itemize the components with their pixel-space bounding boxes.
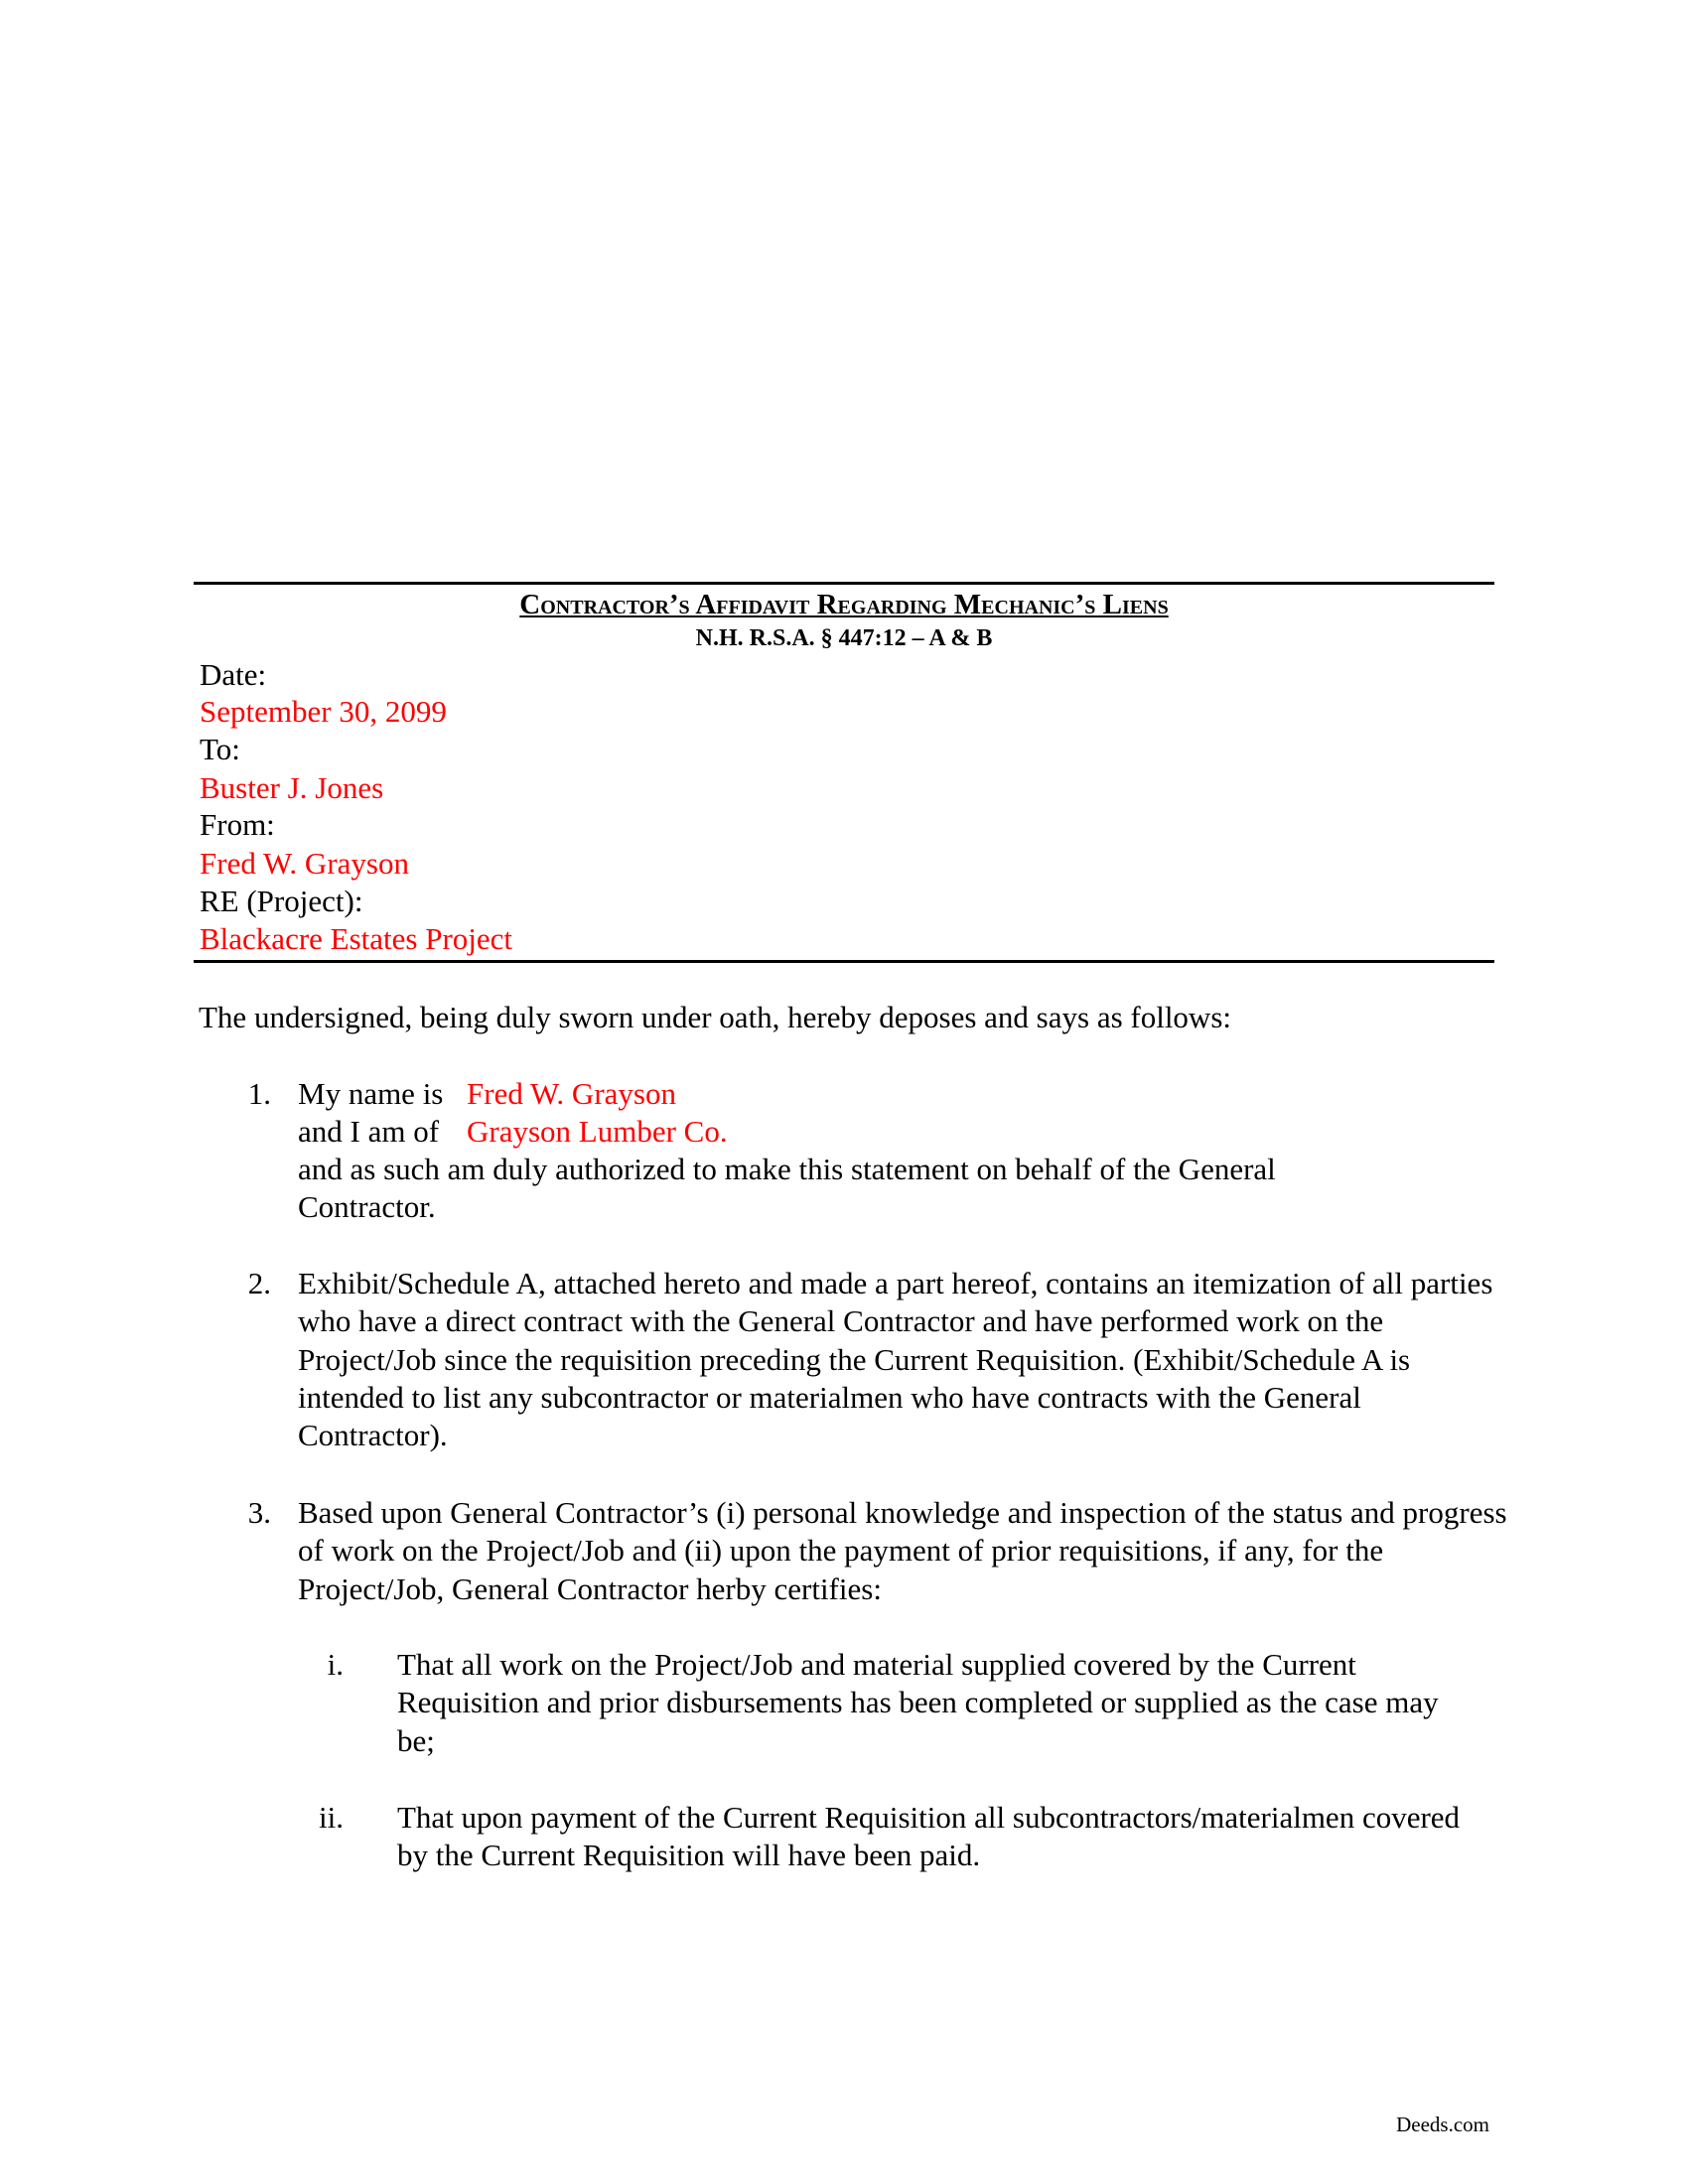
re-label: RE (Project): [200, 884, 363, 918]
item-1-name-prefix: My name is [298, 1076, 444, 1111]
subitem-ii-text: That upon payment of the Current Requisition all subcontractors/materialmen covered by the Current Requisition will have been paid. [397, 1800, 1461, 1873]
bottom-rule [194, 960, 1494, 963]
subitem-ii-number: ii. [319, 1800, 344, 1835]
from-label: From: [200, 807, 275, 842]
item-2-text: Exhibit/Schedule A, attached hereto and made a part hereof, contains an itemization of all parties who have a direct contract with the General Contractor and have performed work on the Project/Job since the requisition preceding the Current Requisition. (Exhibit/Schedule A is intended to list any subcontractor or materialmen who have contracts with the General Contractor). [298, 1266, 1493, 1453]
statute-reference: N.H. R.S.A. § 447:12 – A & B [695, 625, 993, 651]
date-label: Date: [200, 657, 267, 692]
intro-paragraph: The undersigned, being duly sworn under oath, hereby deposes and says as follows: [199, 1000, 1231, 1034]
item-2-number: 2. [247, 1266, 271, 1300]
item-3-text: Based upon General Contractor’s (i) personal knowledge and inspection of the status and progress of work on the Project/Job and (ii) upon the payment of prior requisitions, if any, for the Project/Job, General Contractor herby certifies: [298, 1495, 1507, 1606]
item-1-company-prefix: and I am of [298, 1114, 440, 1149]
item-3-number: 3. [247, 1495, 271, 1530]
item-1-name-value: Fred W. Grayson [467, 1076, 676, 1111]
item-1-text: and as such am duly authorized to make this statement on behalf of the General Contractor. [298, 1152, 1276, 1225]
re-value: Blackacre Estates Project [200, 921, 513, 956]
date-value: September 30, 2099 [200, 694, 447, 729]
subitem-i-text: That all work on the Project/Job and material supplied covered by the Current Requisition and prior disbursements has been completed or supplied as the case may be; [397, 1647, 1439, 1758]
item-1-company-value: Grayson Lumber Co. [467, 1114, 728, 1149]
footer-brand: Deeds.com [1396, 2113, 1489, 2136]
from-value: Fred W. Grayson [200, 846, 409, 881]
top-rule [194, 582, 1494, 585]
item-1-number: 1. [247, 1076, 271, 1111]
to-value: Buster J. Jones [200, 770, 384, 805]
document-title: Contractor’s Affidavit Regarding Mechanic’s Liens [519, 589, 1169, 620]
to-label: To: [200, 732, 240, 766]
subitem-i-number: i. [327, 1647, 344, 1682]
